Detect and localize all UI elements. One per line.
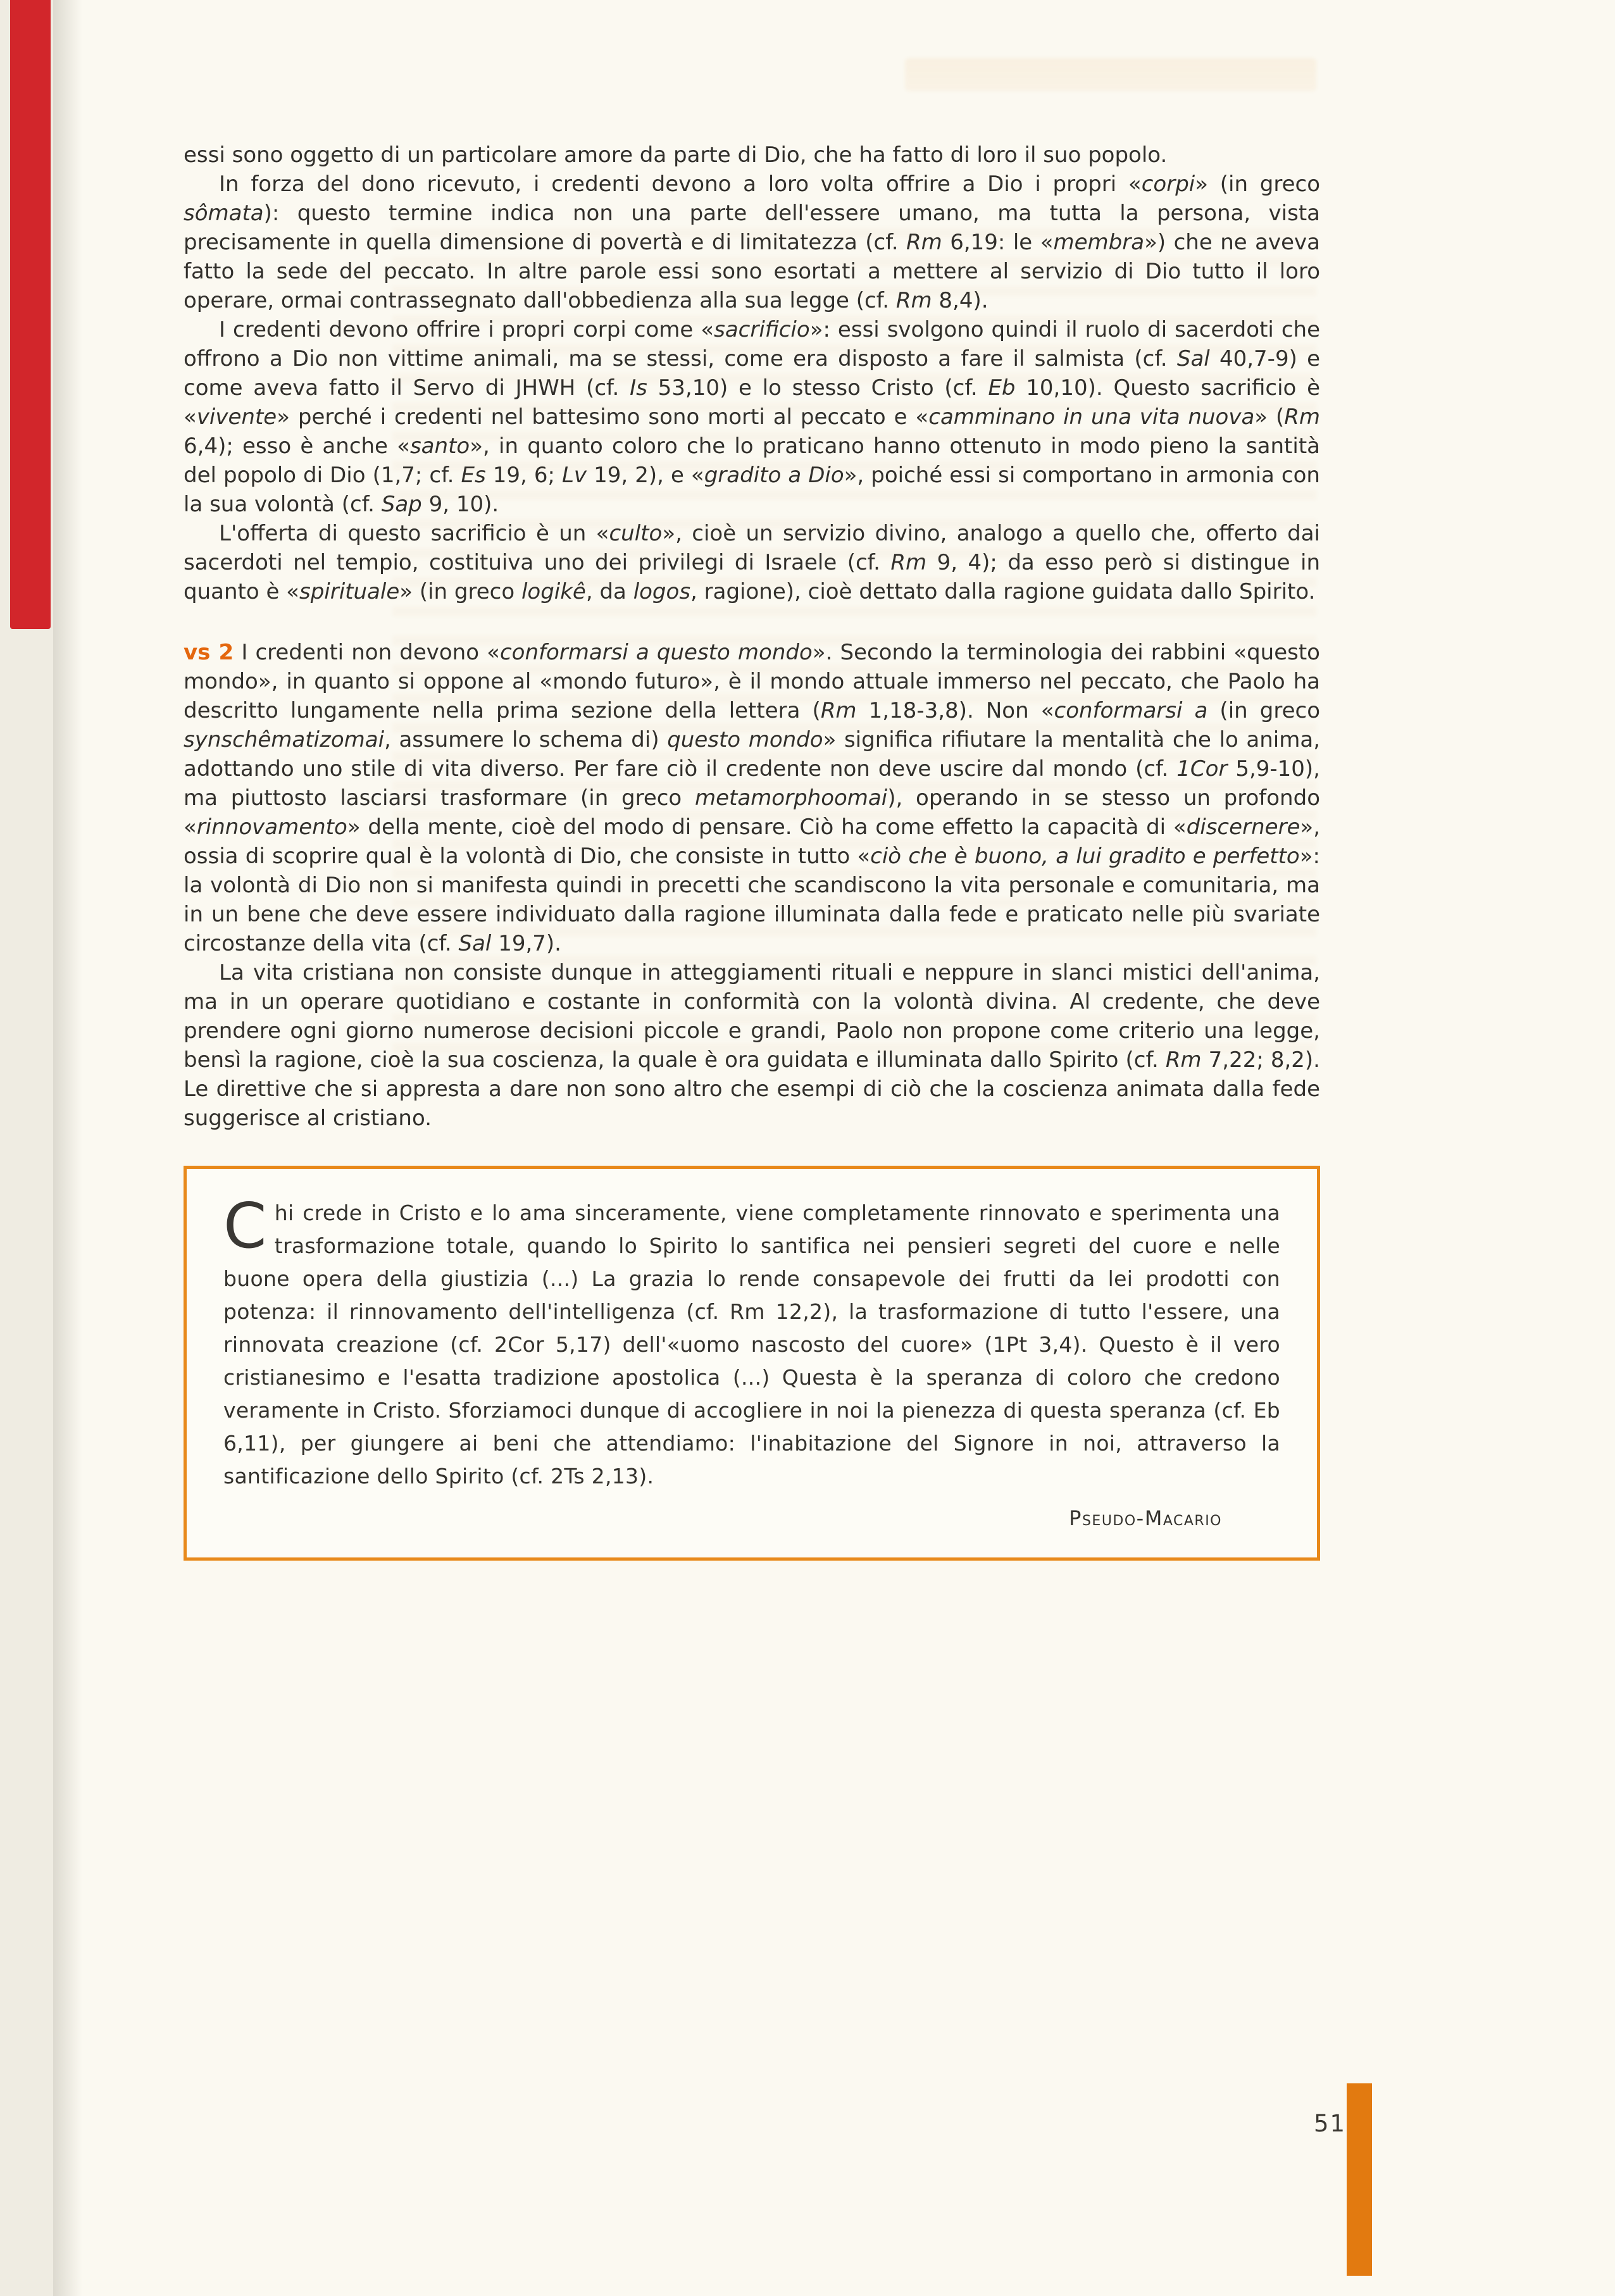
text-segment: L'offerta di questo sacrificio è un « (219, 521, 609, 546)
text-segment: essi sono oggetto di un particolare amore da parte di Dio, che ha fatto di loro il suo popolo. (184, 142, 1168, 168)
text-segment: 19, 2), e « (587, 463, 704, 488)
text-segment: , ragione), cioè dettato dalla ragione guidata dallo Spirito. (690, 579, 1316, 604)
text-segment: » (in greco (1195, 172, 1321, 197)
bleedthrough-header-artifact (905, 58, 1316, 91)
italic-segment: metamorphoomai (694, 785, 888, 811)
red-spine-strip (10, 0, 51, 629)
text-segment: » significa rifiutare la mentalità che lo anima, adottando uno stile di vita diverso. Per fare ciò il credente non deve uscire dal mondo (cf. (184, 727, 1321, 782)
text-segment: , assumere lo schema di) (384, 727, 668, 752)
text-segment: », ossia di scoprire qual è la volontà di Dio, che consiste in tutto « (184, 814, 1320, 869)
italic-segment: Eb (988, 375, 1016, 401)
italic-segment: logos (633, 579, 691, 604)
quote-text (223, 1201, 1280, 1488)
italic-segment: Lv (561, 463, 587, 488)
text-segment: 5,9-10), ma piuttosto lasciarsi trasformare (in greco (184, 756, 1320, 811)
italic-segment: Sal (1176, 346, 1210, 371)
text-segment: ») che ne aveva fatto la sede del peccato. In altre parole essi sono esortati a mettere al servizio di Dio tutto il loro operare, ormai contrassegnato dall'obbedienza alla sua legge (cf. (184, 230, 1321, 313)
text-segment: » perché i credenti nel battesimo sono morti al peccato e « (277, 404, 929, 430)
paragraph-vs2 (184, 638, 1320, 958)
text-segment: », cioè un servizio divino, analogo a quello che, offerto dai sacerdoti nel tempio, costituiva uno dei privilegi di Israele (cf. (184, 521, 1320, 575)
italic-segment: Es (461, 463, 486, 488)
italic-segment: rinnovamento (196, 814, 347, 840)
paragraph-corpi (184, 170, 1320, 315)
text-segment: 1,18-3,8). Non « (856, 698, 1054, 723)
text-segment: 6,19: le « (942, 230, 1054, 255)
text-segment: », in quanto coloro che lo praticano hanno ottenuto in modo pieno la santità del popolo di Dio (1,7; cf. (184, 434, 1320, 488)
paragraph-sacrificio (184, 315, 1320, 519)
italic-segment: discernere (1186, 814, 1300, 840)
paragraph-continuation (184, 140, 1320, 170)
italic-segment: Rm (820, 698, 857, 723)
italic-segment: vivente (196, 404, 277, 430)
italic-segment: Is (630, 375, 647, 401)
italic-segment: questo mondo (667, 727, 823, 752)
text-segment: In forza del dono ricevuto, i credenti devono a loro volta offrire a Dio i propri « (219, 172, 1142, 197)
text-segment: , da (585, 579, 633, 604)
text-segment: La vita cristiana non consiste dunque in atteggiamenti rituali e neppure in slanci mistici dell'anima, ma in un operare quotidiano e costante in conformità con la volontà divina. Al credente, che deve prendere ogni giorno numerose decisioni piccole e grandi, Paolo non propone come criterio una legge, bensì la ragione, cioè la sua coscienza, la quale è ora guidata e illuminata dallo Spirito (cf. (184, 960, 1320, 1073)
text-segment: I credenti non devono « (234, 640, 500, 665)
page-number-accent-bar (1347, 2083, 1372, 2276)
text-segment: » della mente, cioè del modo di pensare. Ciò ha come effetto la capacità di « (347, 814, 1187, 840)
text-segment: 6,4); esso è anche « (184, 434, 410, 459)
patristic-quote-box (184, 1166, 1320, 1561)
text-segment: ». Secondo la terminologia dei rabbini «questo mondo», in quanto si oppone al «mondo futuro», è il mondo attuale immerso nel peccato, che Paolo ha descritto lungamente nella prima sezione della lettera ( (184, 640, 1320, 723)
text-segment: »: essi svolgono quindi il ruolo di sacerdoti che offrono a Dio non vittime animali, ma se stessi, come era disposto a fare il salmista (cf. (184, 317, 1320, 371)
italic-segment: logikê (521, 579, 586, 604)
italic-segment: corpi (1141, 172, 1195, 197)
italic-segment: sômata (184, 201, 264, 226)
page-number: 51 (1314, 2110, 1347, 2137)
text-segment: 19,7). (491, 931, 561, 956)
page-edge-shadow (53, 0, 82, 2296)
italic-segment: santo (409, 434, 470, 459)
italic-segment: Sal (458, 931, 492, 956)
text-segment: », poiché essi si comportano in armonia con la sua volontà (cf. (184, 463, 1320, 517)
italic-segment: gradito a Dio (704, 463, 844, 488)
text-segment: 9, 4); da esso però si distingue in quanto è « (184, 550, 1321, 604)
text-segment: 53,10) e lo stesso Cristo (cf. (647, 375, 988, 401)
text-segment: ), operando in se stesso un profondo « (184, 785, 1320, 840)
italic-segment: ciò che è buono, a lui gradito e perfetto (870, 844, 1300, 869)
text-segment: »: la volontà di Dio non si manifesta quindi in precetti che scandiscono la vita personale e comunitaria, ma in un bene che deve essere individuato dalla ragione illuminata dalla fede e praticato nelle più svariate circostanze della vita (cf. (184, 844, 1320, 956)
paragraph-vita-cristiana (184, 958, 1320, 1133)
italic-segment: Rm (890, 550, 927, 575)
text-segment: 8,4). (932, 288, 988, 313)
text-segment: (in greco (1207, 698, 1321, 723)
text-segment: ): questo termine indica non una parte dell'essere umano, ma tutta la persona, vista precisamente in quella dimensione di povertà e di limitatezza (cf. (184, 201, 1320, 255)
body-text-column (184, 140, 1320, 1561)
italic-segment: Rm (906, 230, 942, 255)
italic-segment: spirituale (299, 579, 400, 604)
text-segment: 40,7-9) e come aveva fatto il Servo di JHWH (cf. (184, 346, 1320, 401)
italic-segment: culto (609, 521, 663, 546)
text-segment: 19, 6; (485, 463, 562, 488)
italic-segment: Rm (1284, 404, 1321, 430)
paragraph-culto (184, 519, 1320, 606)
italic-segment: camminano in una vita nuova (928, 404, 1255, 430)
text-segment: 7,22; 8,2). Le direttive che si appresta a dare non sono altro che esempi di ciò che la coscienza animata dalla fede suggerisce al cristiano. (184, 1047, 1320, 1131)
drop-cap: C (223, 1190, 267, 1263)
italic-segment: conformarsi a (1054, 698, 1208, 723)
text-segment: 10,10). Questo sacrificio è « (184, 375, 1320, 430)
italic-segment: synschêmatizomai (184, 727, 385, 752)
italic-segment: membra (1053, 230, 1145, 255)
quote-attribution: Pseudo-Macario (1069, 1506, 1222, 1530)
italic-segment: Rm (1165, 1047, 1202, 1073)
text-segment: » (in greco (399, 579, 521, 604)
text-segment: I credenti devono offrire i propri corpi come « (219, 317, 714, 342)
italic-segment: Sap (381, 492, 422, 517)
italic-segment: conformarsi a questo mondo (499, 640, 813, 665)
italic-segment: sacrificio (714, 317, 810, 342)
text-segment: 9, 10). (421, 492, 499, 517)
italic-segment: Rm (895, 288, 932, 313)
italic-segment: 1Cor (1176, 756, 1228, 782)
text-segment: hi crede in Cristo e lo ama sinceramente, viene completamente rinnovato e sperimenta una trasformazione totale, quando lo Spirito lo santifica nei pensieri segreti del cuore e nelle buone opera della giustizia (...) La grazia lo rende consapevole dei frutti da lei prodotti con potenza: il rinnovamento dell'intelligenza (cf. Rm 12,2), la trasformazione di tutto l'essere, una rinnovata creazione (cf. 2Cor 5,17) dell'«uomo nascosto del cuore» (1Pt 3,4). Questo è il vero cristianesimo e l'esatta tradizione apostolica (...) Questa è la speranza di coloro che credono veramente in Cristo. Sforziamoci dunque di accogliere in noi la pienezza di questa speranza (cf. Eb 6,11), per giungere ai beni che attendiamo: l'inabitazione del Signore in noi, attraverso la santificazione dello Spirito (cf. 2Ts 2,13). (223, 1201, 1280, 1488)
text-segment: » ( (1254, 404, 1285, 430)
vs2-marker: vs 2 (184, 640, 234, 665)
